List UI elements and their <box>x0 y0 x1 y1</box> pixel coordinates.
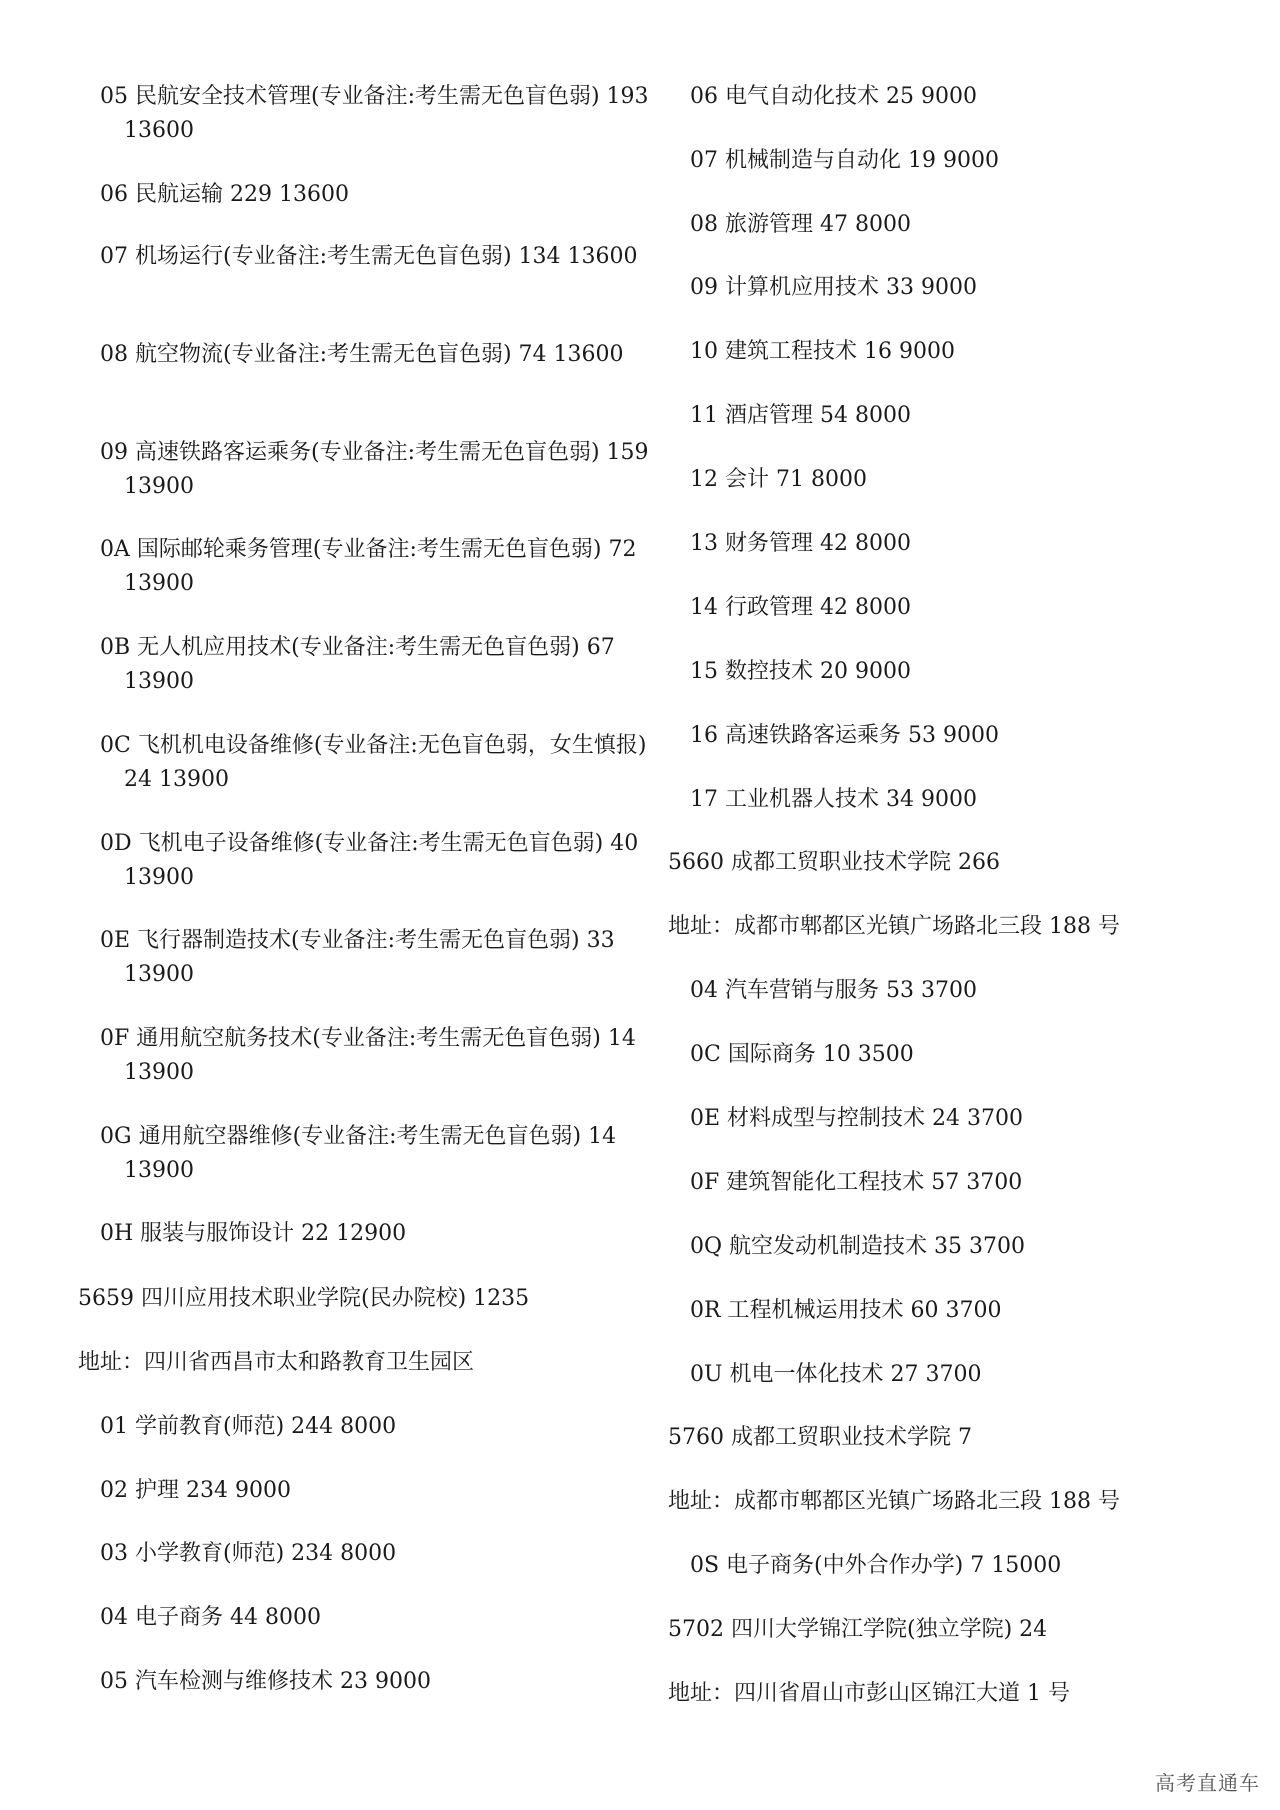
major-entry: 05 民航安全技术管理(专业备注:考生需无色盲色弱) 193 13600 <box>100 84 649 143</box>
major-entry: 08 旅游管理 47 8000 <box>690 212 911 237</box>
institution-entry: 5659 四川应用技术职业学院(民办院校) 1235 <box>78 1286 530 1311</box>
major-entry: 04 电子商务 44 8000 <box>100 1605 321 1630</box>
institution-entry: 地址：成都市郫都区光镇广场路北三段 188 号 <box>668 1489 1120 1514</box>
major-entry: 0U 机电一体化技术 27 3700 <box>690 1362 982 1387</box>
watermark-text: 高考直通车 <box>1155 1771 1260 1795</box>
major-entry: 0R 工程机械运用技术 60 3700 <box>690 1298 1002 1323</box>
major-entry: 12 会计 71 8000 <box>690 467 867 492</box>
major-entry: 17 工业机器人技术 34 9000 <box>690 787 977 812</box>
major-entry: 07 机械制造与自动化 19 9000 <box>690 148 999 173</box>
major-entry: 0E 飞行器制造技术(专业备注:考生需无色盲色弱) 33 13900 <box>100 928 615 987</box>
major-entry: 14 行政管理 42 8000 <box>690 595 911 620</box>
major-entry: 15 数控技术 20 9000 <box>690 659 911 684</box>
major-entry: 0B 无人机应用技术(专业备注:考生需无色盲色弱) 67 13900 <box>100 635 615 694</box>
major-entry: 16 高速铁路客运乘务 53 9000 <box>690 723 999 748</box>
major-entry: 0F 通用航空航务技术(专业备注:考生需无色盲色弱) 14 13900 <box>100 1026 636 1085</box>
major-entry: 06 民航运输 229 13600 <box>100 182 349 207</box>
major-entry: 07 机场运行(专业备注:考生需无色盲色弱) 134 13600 <box>100 244 638 269</box>
major-entry: 0C 飞机机电设备维修(专业备注:无色盲色弱，女生慎报) 24 13900 <box>100 733 647 792</box>
institution-entry: 5660 成都工贸职业技术学院 266 <box>668 850 1000 875</box>
major-entry: 09 高速铁路客运乘务(专业备注:考生需无色盲色弱) 159 13900 <box>100 440 649 499</box>
major-entry: 13 财务管理 42 8000 <box>690 531 911 556</box>
major-entry: 10 建筑工程技术 16 9000 <box>690 339 955 364</box>
major-entry: 0E 材料成型与控制技术 24 3700 <box>690 1106 1024 1131</box>
major-entry: 0S 电子商务(中外合作办学) 7 15000 <box>690 1553 1062 1578</box>
major-entry: 08 航空物流(专业备注:考生需无色盲色弱) 74 13600 <box>100 342 624 367</box>
major-entry: 0D 飞机电子设备维修(专业备注:考生需无色盲色弱) 40 13900 <box>100 831 639 890</box>
major-entry: 06 电气自动化技术 25 9000 <box>690 84 977 109</box>
institution-entry: 地址：四川省西昌市太和路教育卫生园区 <box>78 1350 475 1375</box>
institution-entry: 地址：四川省眉山市彭山区锦江大道 1 号 <box>668 1681 1070 1706</box>
major-entry: 11 酒店管理 54 8000 <box>690 403 911 428</box>
major-entry: 09 计算机应用技术 33 9000 <box>690 275 977 300</box>
major-entry: 0A 国际邮轮乘务管理(专业备注:考生需无色盲色弱) 72 13900 <box>100 537 637 596</box>
institution-entry: 5760 成都工贸职业技术学院 7 <box>668 1425 972 1450</box>
major-entry: 0C 国际商务 10 3500 <box>690 1042 914 1067</box>
major-entry: 0H 服装与服饰设计 22 12900 <box>100 1221 407 1246</box>
major-entry: 01 学前教育(师范) 244 8000 <box>100 1414 397 1439</box>
major-entry: 0G 通用航空器维修(专业备注:考生需无色盲色弱) 14 13900 <box>100 1124 617 1183</box>
major-entry: 05 汽车检测与维修技术 23 9000 <box>100 1669 431 1694</box>
major-entry: 02 护理 234 9000 <box>100 1478 291 1503</box>
institution-entry: 地址：成都市郫都区光镇广场路北三段 188 号 <box>668 914 1120 939</box>
major-entry: 04 汽车营销与服务 53 3700 <box>690 978 977 1003</box>
major-entry: 0F 建筑智能化工程技术 57 3700 <box>690 1170 1023 1195</box>
institution-entry: 5702 四川大学锦江学院(独立学院) 24 <box>668 1617 1048 1642</box>
major-entry: 0Q 航空发动机制造技术 35 3700 <box>690 1234 1025 1259</box>
major-entry: 03 小学教育(师范) 234 8000 <box>100 1541 397 1566</box>
